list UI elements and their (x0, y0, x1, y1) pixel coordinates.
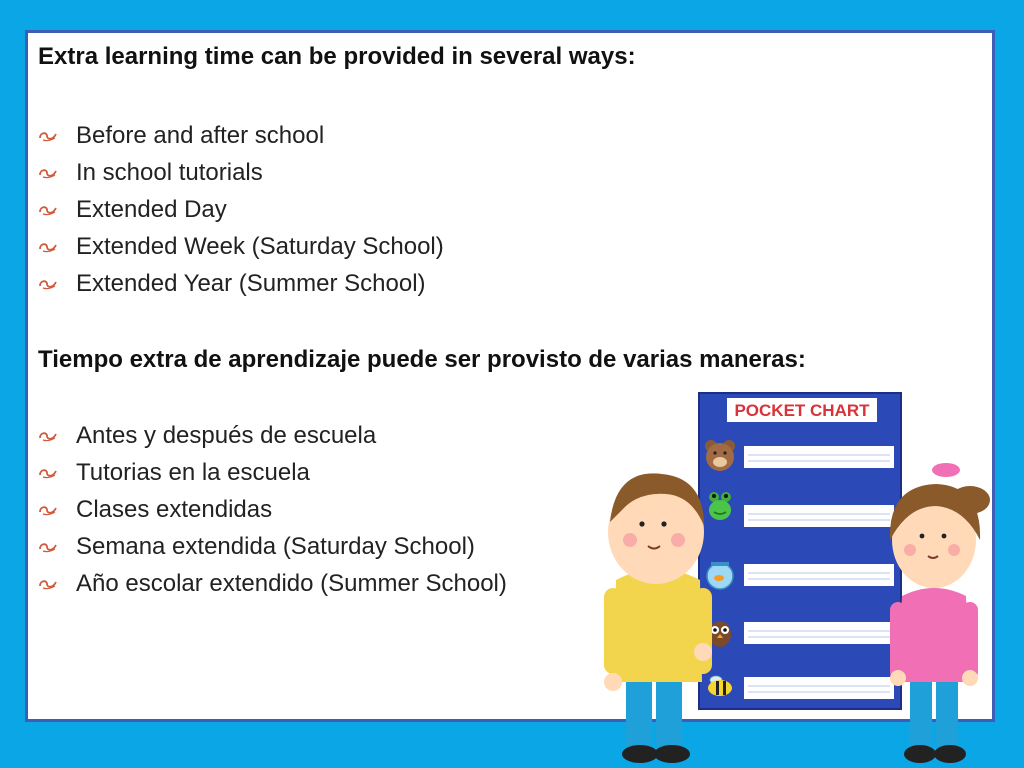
bullet-item (38, 491, 507, 528)
pocket-chart-kids-clipart (598, 390, 1008, 768)
bullet-item (38, 191, 444, 228)
scroll-bullet-icon (38, 241, 58, 253)
scroll-bullet-icon (38, 430, 58, 442)
scroll-bullet-icon (38, 578, 58, 590)
bullet-item (38, 454, 507, 491)
bullet-text: Extended Week (Saturday School) (76, 233, 444, 260)
bullet-text: Clases extendidas (76, 496, 273, 523)
scroll-bullet-icon (38, 204, 58, 216)
heading-spanish: Tiempo extra de aprendizaje puede ser provisto de varias maneras: (38, 346, 806, 373)
scroll-bullet-icon (38, 167, 58, 179)
bullet-text: Extended Year (Summer School) (76, 270, 426, 297)
bullet-item (38, 417, 507, 454)
pocket-chart-title: POCKET CHART (734, 401, 870, 420)
owl-icon (709, 621, 731, 647)
scroll-bullet-icon (38, 504, 58, 516)
bullet-text: Semana extendida (Saturday School) (76, 533, 475, 560)
bullet-item (38, 154, 444, 191)
scroll-bullet-icon (38, 541, 58, 553)
bullet-text: Antes y después de escuela (76, 422, 377, 449)
bullet-list-english (38, 117, 444, 302)
bullet-item (38, 228, 444, 265)
bullet-text: Tutorias en la escuela (76, 459, 310, 486)
bullet-text: In school tutorials (76, 159, 263, 186)
pocket-chart (699, 393, 901, 709)
girl-illustration (890, 463, 990, 763)
bullet-list-spanish (38, 417, 507, 602)
fishbowl-icon (707, 562, 733, 589)
bullet-text: Año escolar extendido (Summer School) (76, 570, 507, 597)
bullet-item (38, 265, 444, 302)
bullet-text: Before and after school (76, 122, 325, 149)
heading-english: Extra learning time can be provided in several ways: (38, 43, 636, 70)
scroll-bullet-icon (38, 278, 58, 290)
bullet-item (38, 565, 507, 602)
boy-illustration (604, 473, 712, 763)
bullet-text: Extended Day (76, 196, 227, 223)
bullet-item (38, 528, 507, 565)
scroll-bullet-icon (38, 467, 58, 479)
bullet-item (38, 117, 444, 154)
scroll-bullet-icon (38, 130, 58, 142)
